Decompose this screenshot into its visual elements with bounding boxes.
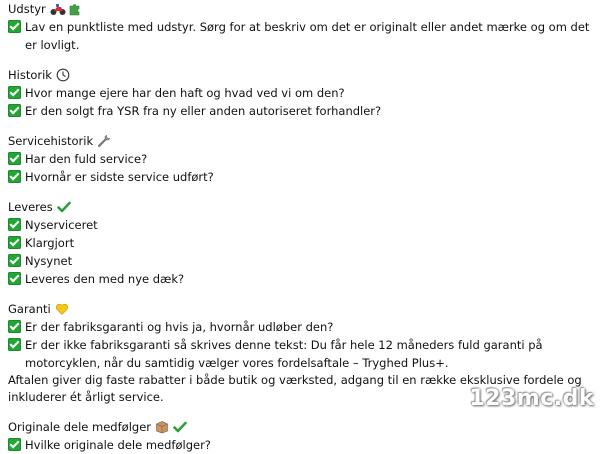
heading-text: Udstyr bbox=[8, 2, 46, 16]
section-historik bbox=[8, 66, 596, 120]
list-item bbox=[8, 336, 596, 372]
list-item bbox=[8, 18, 596, 54]
check-box-icon bbox=[8, 272, 21, 285]
check-box-icon bbox=[8, 236, 21, 249]
yellow-heart-icon bbox=[55, 302, 69, 316]
list-item bbox=[8, 216, 596, 234]
section-leveres bbox=[8, 198, 596, 288]
list-item-text: Hvor mange ejere har den haft og hvad ved vi om den? bbox=[25, 86, 345, 100]
section-heading-garanti bbox=[8, 300, 596, 318]
list-item bbox=[8, 234, 596, 252]
list-item bbox=[8, 318, 596, 336]
list-item-text: Hvornår er sidste service udført? bbox=[25, 170, 214, 184]
heading-text: Originale dele medfølger bbox=[8, 420, 151, 434]
list-item-text: Er den solgt fra YSR fra ny eller anden autoriseret forhandler? bbox=[25, 104, 382, 118]
check-box-icon bbox=[8, 438, 21, 451]
package-icon bbox=[155, 420, 169, 434]
check-box-icon bbox=[8, 338, 21, 351]
section-heading-udstyr bbox=[8, 0, 596, 18]
section-heading-originale-dele bbox=[8, 418, 596, 436]
check-box-icon bbox=[8, 218, 21, 231]
check-box-icon bbox=[8, 170, 21, 183]
wrench-icon bbox=[97, 134, 111, 148]
list-item bbox=[8, 84, 596, 102]
section-originale-dele bbox=[8, 418, 596, 454]
section-servicehistorik bbox=[8, 132, 596, 186]
motorcycle-icon bbox=[50, 2, 64, 16]
section-heading-historik bbox=[8, 66, 596, 84]
check-box-icon bbox=[8, 104, 21, 117]
heading-text: Leveres bbox=[8, 200, 53, 214]
check-mark-icon bbox=[57, 200, 71, 214]
check-box-icon bbox=[8, 320, 21, 333]
section-heading-leveres bbox=[8, 198, 596, 216]
watermark-logo: 123mc.dk bbox=[469, 386, 594, 411]
check-box-icon bbox=[8, 86, 21, 99]
list-item bbox=[8, 168, 596, 186]
list-item bbox=[8, 252, 596, 270]
check-box-icon bbox=[8, 254, 21, 267]
check-mark-icon bbox=[173, 420, 187, 434]
list-item-text: Lav en punktliste med udstyr. Sørg for at beskriv om det er originalt eller andet mærke og om det er lovligt. bbox=[25, 20, 590, 52]
list-item bbox=[8, 150, 596, 168]
list-item-text: Nyserviceret bbox=[25, 218, 98, 232]
heading-text: Servicehistorik bbox=[8, 134, 94, 148]
clock-icon bbox=[56, 68, 70, 82]
garanti-paragraph: Aftalen giver dig faste rabatter i både butik og værksted, adgang til en række eksklusive fordele og inkluderer ét årligt service. bbox=[8, 373, 582, 404]
check-box-icon bbox=[8, 152, 21, 165]
list-item-text: Hvilke originale dele medfølger? bbox=[25, 438, 211, 452]
puzzle-icon bbox=[68, 2, 82, 16]
section-udstyr bbox=[8, 0, 596, 54]
list-item-text: Er der ikke fabriksgaranti så skrives denne tekst: Du får hele 12 måneders fuld garanti på motorcyklen, når du samtidig vælger vores fordelsaftale – Tryghed Plus+. bbox=[25, 338, 543, 370]
list-item-text: Er der fabriksgaranti og hvis ja, hvornår udløber den? bbox=[25, 320, 334, 334]
list-item-text: Leveres den med nye dæk? bbox=[25, 272, 185, 286]
list-item-text: Har den fuld service? bbox=[25, 152, 148, 166]
list-item bbox=[8, 270, 596, 288]
heading-text: Garanti bbox=[8, 302, 51, 316]
list-item bbox=[8, 102, 596, 120]
list-item-text: Klargjort bbox=[25, 236, 75, 250]
section-heading-servicehistorik bbox=[8, 132, 596, 150]
heading-text: Historik bbox=[8, 68, 52, 82]
check-box-icon bbox=[8, 20, 21, 33]
list-item bbox=[8, 436, 596, 454]
list-item-text: Nysynet bbox=[25, 254, 73, 268]
